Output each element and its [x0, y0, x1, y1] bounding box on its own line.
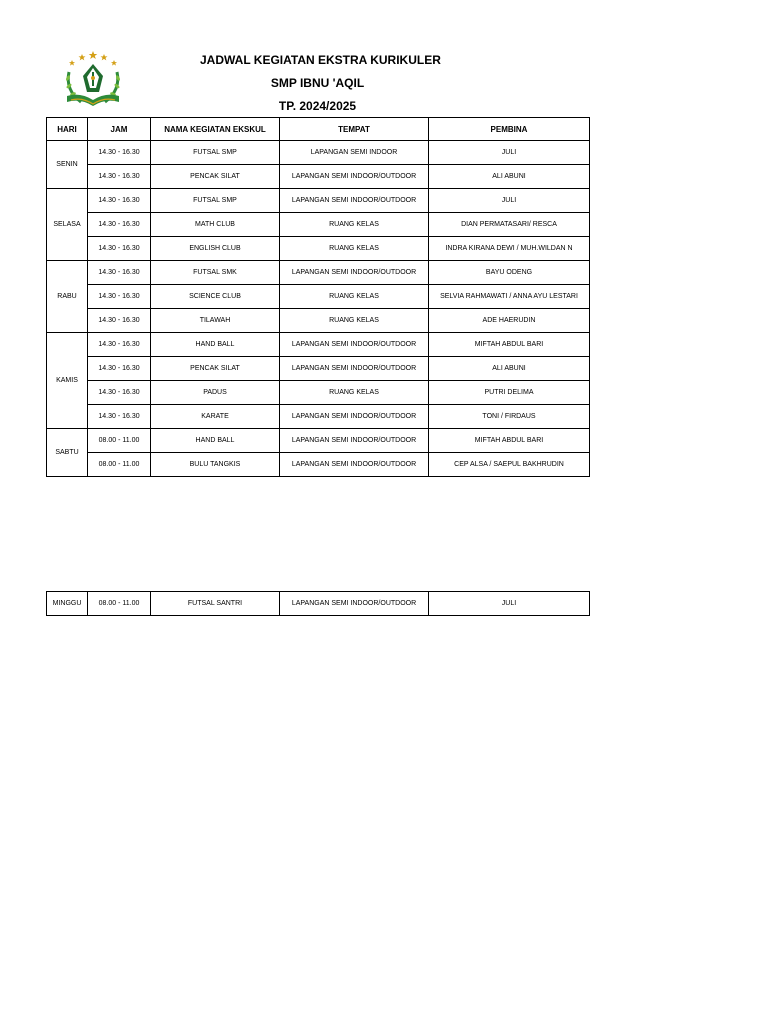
jam-cell: 08.00 - 11.00: [88, 592, 151, 616]
kegiatan-cell: KARATE: [151, 405, 280, 429]
pembina-cell: SELVIA RAHMAWATI / ANNA AYU LESTARI: [429, 285, 590, 309]
pembina-cell: MIFTAH ABDUL BARI: [429, 333, 590, 357]
jam-cell: 08.00 - 11.00: [88, 429, 151, 453]
title-line-2: SMP IBNU 'AQIL: [270, 76, 365, 90]
kegiatan-cell: PENCAK SILAT: [151, 357, 280, 381]
sunday-table: [46, 591, 590, 616]
table-row: [47, 213, 590, 237]
kegiatan-cell: TILAWAH: [151, 309, 280, 333]
day-cell: SELASA: [47, 189, 88, 261]
kegiatan-cell: SCIENCE CLUB: [151, 285, 280, 309]
table-row: [47, 261, 590, 285]
tempat-cell: LAPANGAN SEMI INDOOR/OUTDOOR: [280, 429, 429, 453]
kegiatan-cell: PENCAK SILAT: [151, 165, 280, 189]
column-header-kegiatan: NAMA KEGIATAN EKSKUL: [151, 118, 280, 141]
tempat-cell: LAPANGAN SEMI INDOOR/OUTDOOR: [280, 405, 429, 429]
tempat-cell: RUANG KELAS: [280, 237, 429, 261]
jam-cell: 14.30 - 16.30: [88, 285, 151, 309]
table-row: [47, 189, 590, 213]
pembina-cell: ALI ABUNI: [429, 357, 590, 381]
tempat-cell: LAPANGAN SEMI INDOOR/OUTDOOR: [280, 592, 429, 616]
table-row: [47, 453, 590, 477]
tempat-cell: RUANG KELAS: [280, 213, 429, 237]
pembina-cell: BAYU ODENG: [429, 261, 590, 285]
tempat-cell: LAPANGAN SEMI INDOOR/OUTDOOR: [280, 453, 429, 477]
table-row: [47, 333, 590, 357]
tempat-cell: RUANG KELAS: [280, 381, 429, 405]
pembina-cell: INDRA KIRANA DEWI / MUH.WILDAN N: [429, 237, 590, 261]
pembina-cell: JULI: [429, 189, 590, 213]
kegiatan-cell: HAND BALL: [151, 429, 280, 453]
table-row: [47, 405, 590, 429]
column-header-hari: HARI: [47, 118, 88, 141]
title-line-1: JADWAL KEGIATAN EKSTRA KURIKULER: [200, 53, 441, 67]
table-header-row: [47, 118, 590, 141]
tempat-cell: LAPANGAN SEMI INDOOR/OUTDOOR: [280, 165, 429, 189]
tempat-cell: LAPANGAN SEMI INDOOR: [280, 141, 429, 165]
day-cell: RABU: [47, 261, 88, 333]
pembina-cell: JULI: [429, 592, 590, 616]
day-cell: KAMIS: [47, 333, 88, 429]
kegiatan-cell: FUTSAL SANTRI: [151, 592, 280, 616]
column-header-pembina: PEMBINA: [429, 118, 590, 141]
kegiatan-cell: FUTSAL SMP: [151, 141, 280, 165]
pembina-cell: ADE HAERUDIN: [429, 309, 590, 333]
pembina-cell: TONI / FIRDAUS: [429, 405, 590, 429]
jam-cell: 14.30 - 16.30: [88, 237, 151, 261]
column-header-tempat: TEMPAT: [280, 118, 429, 141]
tempat-cell: LAPANGAN SEMI INDOOR/OUTDOOR: [280, 261, 429, 285]
pembina-cell: ALI ABUNI: [429, 165, 590, 189]
kegiatan-cell: FUTSAL SMK: [151, 261, 280, 285]
jam-cell: 14.30 - 16.30: [88, 165, 151, 189]
jam-cell: 14.30 - 16.30: [88, 333, 151, 357]
jam-cell: 14.30 - 16.30: [88, 141, 151, 165]
jam-cell: 14.30 - 16.30: [88, 357, 151, 381]
jam-cell: 14.30 - 16.30: [88, 405, 151, 429]
kegiatan-cell: MATH CLUB: [151, 213, 280, 237]
pembina-cell: JULI: [429, 141, 590, 165]
column-header-jam: JAM: [88, 118, 151, 141]
day-cell: MINGGU: [47, 592, 88, 616]
table-row: [47, 237, 590, 261]
tempat-cell: RUANG KELAS: [280, 285, 429, 309]
tempat-cell: RUANG KELAS: [280, 309, 429, 333]
tempat-cell: LAPANGAN SEMI INDOOR/OUTDOOR: [280, 333, 429, 357]
jam-cell: 08.00 - 11.00: [88, 453, 151, 477]
kegiatan-cell: FUTSAL SMP: [151, 189, 280, 213]
table-row: [47, 165, 590, 189]
jam-cell: 14.30 - 16.30: [88, 213, 151, 237]
jam-cell: 14.30 - 16.30: [88, 309, 151, 333]
tempat-cell: LAPANGAN SEMI INDOOR/OUTDOOR: [280, 357, 429, 381]
kegiatan-cell: BULU TANGKIS: [151, 453, 280, 477]
kegiatan-cell: HAND BALL: [151, 333, 280, 357]
table-row: [47, 141, 590, 165]
table-row: [47, 592, 590, 616]
table-row: [47, 309, 590, 333]
table-row: [47, 429, 590, 453]
table-row: [47, 381, 590, 405]
jam-cell: 14.30 - 16.30: [88, 381, 151, 405]
pembina-cell: DIAN PERMATASARI/ RESCA: [429, 213, 590, 237]
school-logo: [55, 50, 131, 112]
table-row: [47, 285, 590, 309]
jam-cell: 14.30 - 16.30: [88, 189, 151, 213]
kegiatan-cell: ENGLISH CLUB: [151, 237, 280, 261]
pembina-cell: CEP ALSA / SAEPUL BAKHRUDIN: [429, 453, 590, 477]
day-cell: SENIN: [47, 141, 88, 189]
table-row: [47, 357, 590, 381]
tempat-cell: LAPANGAN SEMI INDOOR/OUTDOOR: [280, 189, 429, 213]
title-line-3: TP. 2024/2025: [278, 99, 357, 113]
pembina-cell: PUTRI DELIMA: [429, 381, 590, 405]
schedule-table: [46, 117, 590, 477]
day-cell: SABTU: [47, 429, 88, 477]
pembina-cell: MIFTAH ABDUL BARI: [429, 429, 590, 453]
jam-cell: 14.30 - 16.30: [88, 261, 151, 285]
kegiatan-cell: PADUS: [151, 381, 280, 405]
